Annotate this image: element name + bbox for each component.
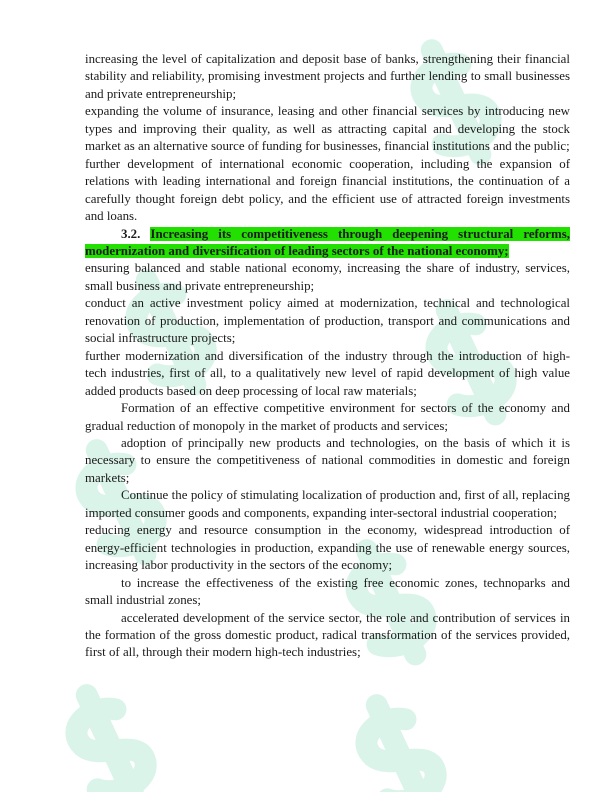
section-title-highlighted: Increasing its competitiveness through deepening structural reforms, modernization and diversification of leading sectors of the national economy;	[85, 226, 570, 258]
dollar-sign-icon	[350, 694, 449, 792]
paragraph: expanding the volume of insurance, leasing and other financial services by introducing new types and improving their quality, as well as attracting capital and developing the stock market as an alternative source of funding for businesses, financial institutions and the public;	[85, 104, 570, 154]
document-body	[85, 51, 570, 662]
paragraph: reducing energy and resource consumption in the economy, widespread introduction of energy-efficient technologies in production, expanding the use of renewable energy sources, increasing labor productivity in the sectors of the economy;	[85, 523, 570, 573]
paragraph: further modernization and diversification of the industry through the introduction of high-tech industries, first of all, to a qualitatively new level of rapid development of high value added products based on deep processing of local raw materials;	[85, 348, 570, 398]
paragraph: to increase the effectiveness of the existing free economic zones, technoparks and small industrial zones;	[85, 575, 570, 608]
section-heading	[85, 226, 570, 261]
paragraph: increasing the level of capitalization and deposit base of banks, strengthening their financial stability and reliability, promising investment projects and further lending to small businesses and private entrepreneurship;	[85, 52, 570, 101]
dollar-sign-icon	[60, 684, 159, 792]
paragraph: ensuring balanced and stable national economy, increasing the share of industry, services, small business and private entrepreneurship;	[85, 261, 570, 293]
paragraph: adoption of principally new products and technologies, on the basis of which it is necessary to ensure the competitiveness of national commodities in domestic and foreign markets;	[85, 435, 570, 485]
paragraph: Formation of an effective competitive environment for sectors of the economy and gradual reduction of monopoly in the market of products and services;	[85, 401, 570, 433]
paragraph: further development of international economic cooperation, including the expansion of relations with leading international and foreign financial institutions, the continuation of a carefully thought foreign debt policy, and the efficient use of attracted foreign investments and loans.	[85, 156, 570, 224]
paragraph: Continue the policy of stimulating localization of production and, first of all, replacing imported consumer goods and components, expanding inter-sectoral industrial cooperation;	[85, 488, 570, 520]
section-number: 3.2.	[121, 226, 141, 241]
paragraph: accelerated development of the service sector, the role and contribution of services in the formation of the gross domestic product, radical transformation of the services provided, first of all, through their modern high-tech industries;	[85, 610, 570, 660]
paragraph: conduct an active investment policy aimed at modernization, technical and technological renovation of production, implementation of production, transport and communications and social infrastructure projects;	[85, 296, 570, 346]
